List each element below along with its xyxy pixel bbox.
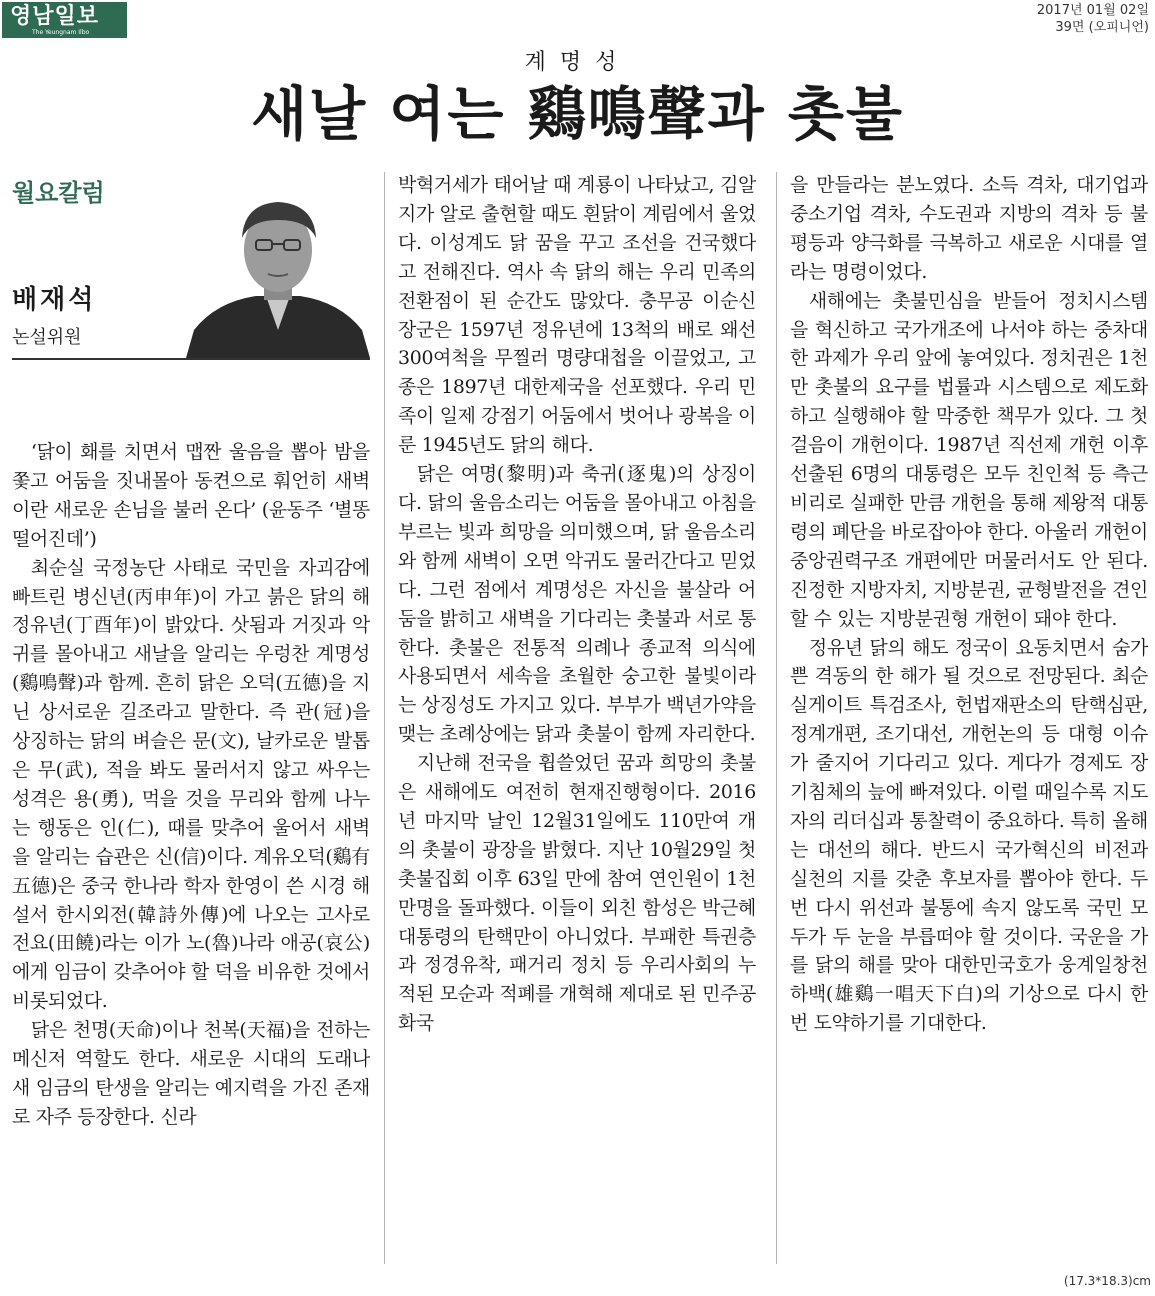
- paragraph: 최순실 국정농단 사태로 국민을 자괴감에 빠트린 병신년(丙申年)이 가고 붉은 닭의 해 정유년(丁酉年)이 밝았다. 삿됨과 거짓과 악귀를 몰아내고 새날을 알리는 우렁찬 계명성(鷄鳴聲)과 함께. 흔히 닭은 오덕(五德)을 지닌 상서로운 길조라고 말한다. 즉 관(冠)을 상징하는 닭의 벼슬은 문(文), 날카로운 발톱은 무(武), 적을 봐도 물러서지 않고 싸우는 성격은 용(勇), 먹을 것을 무리와 함께 나누는 행동은 인(仁), 때를 맞추어 울어서 새벽을 알리는 습관은 신(信)이다. 계유오덕(鷄有五德)은 중국 한나라 학자 한영이 쓴 시경 해설서 한시외전(韓詩外傳)에 나오는 고사로 전요(田饒)라는 이가 노(魯)나라 애공(哀公)에게 임금이 갖추어야 할 덕을 비유한 것에서 비롯되었다.: [12, 556, 370, 1013]
- column-divider-1: [384, 172, 385, 1264]
- article-column-2: [398, 171, 756, 1038]
- author-name: 배재석: [12, 285, 97, 315]
- column-section-label: 월요칼럼: [12, 179, 105, 207]
- page-section: 39면 (오피니언): [1055, 20, 1149, 35]
- article-column-1: [12, 438, 370, 1132]
- paragraph: 을 만들라는 분노였다. 소득 격차, 대기업과 중소기업 격차, 수도권과 지방의 격차 등 불평등과 양극화를 극복하고 새로운 시대를 열라는 명령이었다.: [790, 174, 1148, 283]
- paragraph: 닭은 천명(天命)이나 천복(天福)을 전하는 메신저 역할도 한다. 새로운 시대의 도래나 새 임금의 탄생을 알리는 예지력을 가진 존재로 자주 등장한다. 신라: [12, 1019, 370, 1128]
- issue-meta: [1037, 2, 1149, 36]
- logo-text: 영남일보: [10, 4, 100, 29]
- issue-date: 2017년 01월 02일: [1036, 3, 1149, 18]
- paragraph: 지난해 전국을 휩쓸었던 꿈과 희망의 촛불은 새해에도 여전히 현재진행형이다. 2016년 마지막 날인 12월31일에도 110만여 개의 촛불이 광장을 밝혔다. 지난 10월29일 첫 촛불집회 이후 63일 만에 참여 연인원이 1천만명을 돌파했다. 이들이 외친 함성은 박근혜 대통령의 탄핵만이 아니었다. 부패한 특권층과 정경유착, 패거리 정치 등 우리사회의 누적된 모순과 적폐를 개혁해 제대로 된 민주공화국: [398, 752, 756, 1035]
- paragraph: 박혁거세가 태어날 때 계룡이 나타났고, 김알지가 알로 출현할 때도 흰닭이 계림에서 울었다. 이성계도 닭 꿈을 꾸고 조선을 건국했다고 전해진다. 역사 속 닭의 해는 우리 민족의 전환점이 된 순간도 많았다. 충무공 이순신 장군은 1597년 정유년에 13척의 배로 왜선 300여척을 무찔러 명량대첩을 이끌었고, 고종은 1897년 대한제국을 선포했다. 우리 민족이 일제 강점기 어둠에서 벗어나 광복을 이룬 1945년도 닭의 해다.: [398, 174, 756, 457]
- paragraph: 닭은 여명(黎明)과 축귀(逐鬼)의 상징이다. 닭의 울음소리는 어둠을 몰아내고 아침을 부르는 빛과 희망을 의미했으며, 닭 울음소리와 함께 새벽이 오면 악귀도 물러간다고 믿었다. 그런 점에서 계명성은 자신을 불살라 어둠을 밝히고 새벽을 기다리는 촛불과 서로 통한다. 촛불은 전통적 의례나 종교적 의식에 사용되면서 세속을 초월한 숭고한 불빛이라는 상징성도 가지고 있다. 부부가 백년가약을 맺는 초례상에는 닭과 촛불이 함께 자리한다.: [398, 463, 756, 746]
- paragraph: 정유년 닭의 해도 정국이 요동치면서 숨가쁜 격동의 한 해가 될 것으로 전망된다. 최순실게이트 특검조사, 헌법재판소의 탄핵심판, 정계개편, 조기대선, 개헌논의 등 대형 이슈가 줄지어 기다리고 있다. 게다가 경제도 장기침체의 늪에 빠져있다. 이럴 때일수록 지도자의 리더십과 통찰력이 중요하다. 특히 올해는 대선의 해다. 반드시 국가혁신의 비전과 실천의 지를 갖춘 후보자를 뽑아야 한다. 두 번 다시 위선과 불통에 속지 않도록 국민 모두가 두 눈을 부릅떠야 할 것이다. 국운을 가를 닭의 해를 맞아 대한민국호가 웅계일창천하백(雄鷄一唱天下白)의 기상으로 다시 한번 도약하기를 기대한다.: [790, 636, 1148, 1035]
- paragraph: 새해에는 촛불민심을 받들어 정치시스템을 혁신하고 국가개조에 나서야 하는 중차대한 과제가 우리 앞에 놓여있다. 정치권은 1천만 촛불의 요구를 법률과 시스템으로 제도화하고 실행해야 할 막중한 책무가 있다. 그 첫걸음이 개헌이다. 1987년 직선제 개헌 이후 선출된 6명의 대통령은 모두 친인척 등 측근비리로 실패한 만큼 개헌을 통해 제왕적 대통령의 폐단을 바로잡아야 한다. 아울러 개헌이 중앙권력구조 개편에만 머물러서도 안 된다. 진정한 지방자치, 지방분권, 균형발전을 견인할 수 있는 지방분권형 개헌이 돼야 한다.: [790, 289, 1148, 630]
- kicker: 계명성: [524, 50, 631, 75]
- author-photo: [186, 180, 370, 358]
- paragraph: ‘닭이 홰를 치면서 맵짠 울음을 뽑아 밤을 쫓고 어둠을 짓내몰아 동켠으로 훠언히 새벽이란 새로운 손님을 불러 온다’ (윤동주 ‘별똥떨어진데’): [12, 441, 370, 550]
- newspaper-logo: [2, 2, 127, 38]
- article-column-3: [790, 171, 1148, 1038]
- headline: 새날 여는 鷄鳴聲과 촛불: [251, 80, 904, 148]
- logo-subtext: The Yeungnam Ilbo: [32, 29, 90, 36]
- profile-divider: [12, 358, 370, 360]
- author-title: 논설위원: [12, 327, 82, 348]
- article-size-note: (17.3*18.3)cm: [1063, 1274, 1151, 1288]
- author-portrait-image: [186, 180, 370, 358]
- column-divider-2: [776, 172, 777, 1264]
